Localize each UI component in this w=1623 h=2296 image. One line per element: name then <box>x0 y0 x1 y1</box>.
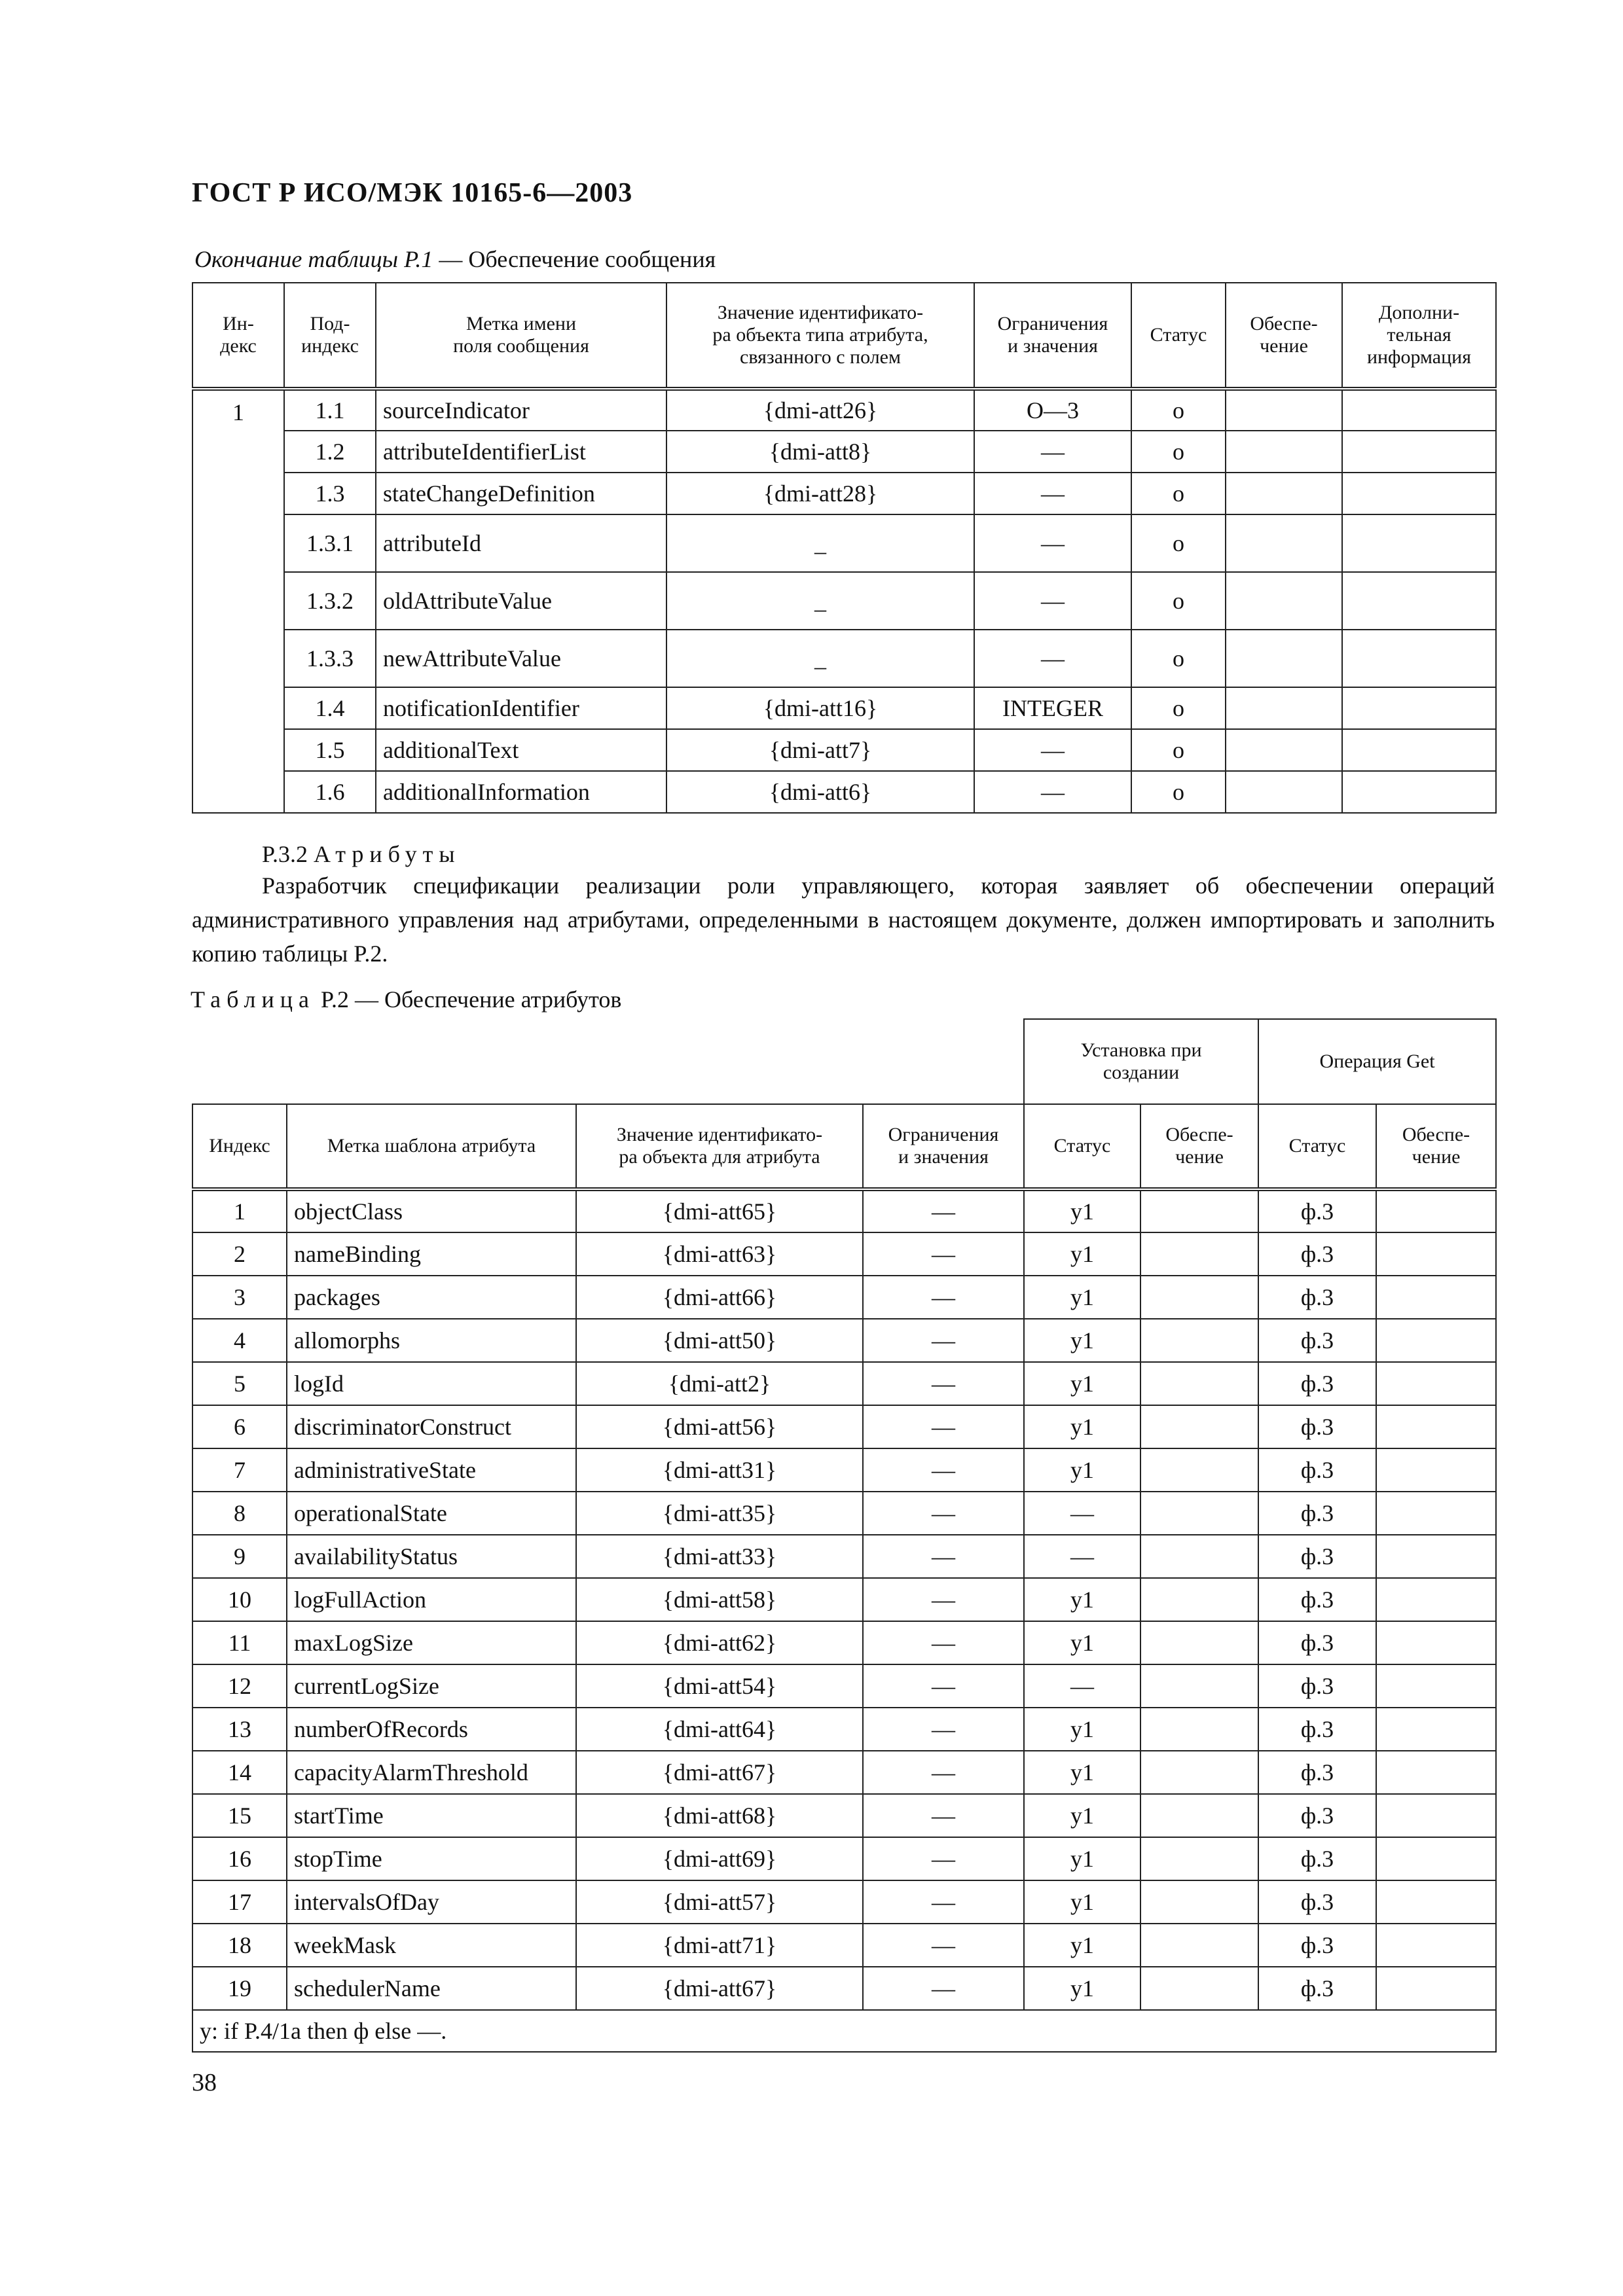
table-row <box>192 1578 1496 1621</box>
section-number: P.3.2 <box>262 841 314 867</box>
table2-header-cell: Метка шаблона атрибута <box>287 1104 576 1189</box>
table2-create-status-cell: y1 <box>1024 1232 1140 1276</box>
section-paragraph-text: Разработчик спецификации реализации роли управляющего, которая заявляет об обеспечении операций административного управления над атрибутами, определенными в настоящем документе, должен импортировать и заполнить копию таблицы P.2. <box>192 872 1495 967</box>
table1-value-cell: {dmi-att7} <box>666 729 974 771</box>
table2-create-support-cell <box>1140 1794 1258 1837</box>
table2-get-support-cell <box>1376 1837 1496 1880</box>
table2-value-cell: {dmi-att2} <box>576 1362 863 1405</box>
table2-get-support-cell <box>1376 1535 1496 1578</box>
table1-caption <box>194 245 716 273</box>
table1-support-cell <box>1226 687 1342 729</box>
table2-create-status-cell: y1 <box>1024 1967 1140 2010</box>
table2-value-cell: {dmi-att64} <box>576 1708 863 1751</box>
table1-name-cell: attributeId <box>376 514 666 572</box>
table2-get-status-cell: ф.3 <box>1258 1362 1376 1405</box>
table1-constraint-cell: — <box>974 630 1131 687</box>
table2-caption-label: Таблица <box>191 986 315 1013</box>
table1-info-cell <box>1342 473 1496 514</box>
table2-constraint-cell: — <box>863 1880 1024 1924</box>
table1-header-cell: Под- индекс <box>284 283 376 389</box>
table1-value-cell: {dmi-att6} <box>666 771 974 813</box>
table1-status-cell: o <box>1131 687 1226 729</box>
table2-create-support-cell <box>1140 1276 1258 1319</box>
table1-info-cell <box>1342 514 1496 572</box>
table2-value-cell: {dmi-att33} <box>576 1535 863 1578</box>
table2-get-support-cell <box>1376 1794 1496 1837</box>
table2-name-cell: objectClass <box>287 1189 576 1232</box>
table2-index-cell: 2 <box>192 1232 287 1276</box>
table2-create-status-cell: y1 <box>1024 1319 1140 1362</box>
table2-group-header-row <box>192 1019 1496 1104</box>
table1-constraint-cell: — <box>974 771 1131 813</box>
table2-index-cell: 18 <box>192 1924 287 1967</box>
table2-create-support-cell <box>1140 1837 1258 1880</box>
table2-get-support-cell <box>1376 1405 1496 1448</box>
table2-create-status-cell: y1 <box>1024 1794 1140 1837</box>
table1-value-cell: {dmi-att28} <box>666 473 974 514</box>
table2-constraint-cell: — <box>863 1232 1024 1276</box>
table2-name-cell: allomorphs <box>287 1319 576 1362</box>
table-row <box>192 1276 1496 1319</box>
table2-caption-rest: P.2 — Обеспечение атрибутов <box>314 986 622 1013</box>
table1-info-cell <box>1342 687 1496 729</box>
table2-create-support-cell <box>1140 1189 1258 1232</box>
table2-get-support-cell <box>1376 1189 1496 1232</box>
table2-get-support-cell <box>1376 1362 1496 1405</box>
table2-constraint-cell: — <box>863 1492 1024 1535</box>
table2-create-support-cell <box>1140 1751 1258 1794</box>
table2-create-status-cell: y1 <box>1024 1751 1140 1794</box>
table2-header-row <box>192 1104 1496 1189</box>
table1-status-cell: o <box>1131 729 1226 771</box>
table2-create-support-cell <box>1140 1405 1258 1448</box>
table1-info-cell <box>1342 771 1496 813</box>
table2-get-status-cell: ф.3 <box>1258 1319 1376 1362</box>
table2-get-status-cell: ф.3 <box>1258 1405 1376 1448</box>
table2-constraint-cell: — <box>863 1708 1024 1751</box>
table2-create-status-cell: — <box>1024 1535 1140 1578</box>
table1-header-cell: Обеспе- чение <box>1226 283 1342 389</box>
table2-name-cell: availabilityStatus <box>287 1535 576 1578</box>
table2-constraint-cell: — <box>863 1276 1024 1319</box>
table2-value-cell: {dmi-att35} <box>576 1492 863 1535</box>
table-row <box>192 1967 1496 2010</box>
table1-support-cell <box>1226 514 1342 572</box>
table2-body <box>192 1189 1496 2010</box>
table-row <box>192 1189 1496 1232</box>
table1-status-cell: o <box>1131 431 1226 473</box>
table2-name-cell: maxLogSize <box>287 1621 576 1664</box>
table2-constraint-cell: — <box>863 1837 1024 1880</box>
table2-create-status-cell: y1 <box>1024 1189 1140 1232</box>
table2-create-status-cell: y1 <box>1024 1837 1140 1880</box>
table2-group-spacer <box>192 1019 1024 1104</box>
table2-index-cell: 9 <box>192 1535 287 1578</box>
table1-name-cell: sourceIndicator <box>376 389 666 431</box>
table1-header-cell: Ин- декс <box>192 283 284 389</box>
table2-index-cell: 5 <box>192 1362 287 1405</box>
table1-name-cell: additionalText <box>376 729 666 771</box>
table2-get-status-cell: ф.3 <box>1258 1276 1376 1319</box>
table-row <box>192 1492 1496 1535</box>
table2-get-support-cell <box>1376 1319 1496 1362</box>
table2-create-support-cell <box>1140 1535 1258 1578</box>
table2-get-support-cell <box>1376 1232 1496 1276</box>
table2-group-header-create: Установка при создании <box>1024 1019 1258 1104</box>
table2-get-support-cell <box>1376 1880 1496 1924</box>
table1-info-cell <box>1342 630 1496 687</box>
table-row <box>192 1319 1496 1362</box>
table2-index-cell: 19 <box>192 1967 287 2010</box>
table1-subindex-cell: 1.4 <box>284 687 376 729</box>
table2-create-support-cell <box>1140 1492 1258 1535</box>
table2-get-status-cell: ф.3 <box>1258 1448 1376 1492</box>
table2-get-status-cell: ф.3 <box>1258 1621 1376 1664</box>
table2-index-cell: 4 <box>192 1319 287 1362</box>
table2-create-support-cell <box>1140 1578 1258 1621</box>
table2-value-cell: {dmi-att50} <box>576 1319 863 1362</box>
table2-value-cell: {dmi-att65} <box>576 1189 863 1232</box>
table1-body <box>192 389 1496 813</box>
table1-info-cell <box>1342 389 1496 431</box>
table2-header-cell: Ограничения и значения <box>863 1104 1024 1189</box>
table2-name-cell: packages <box>287 1276 576 1319</box>
table-row <box>192 1880 1496 1924</box>
table1-support-cell <box>1226 630 1342 687</box>
table2-create-status-cell: y1 <box>1024 1405 1140 1448</box>
table2-name-cell: currentLogSize <box>287 1664 576 1708</box>
table2-get-support-cell <box>1376 1448 1496 1492</box>
table2-caption <box>191 986 621 1013</box>
table2-create-status-cell: y1 <box>1024 1708 1140 1751</box>
table1-value-cell: {dmi-att16} <box>666 687 974 729</box>
table2-constraint-cell: — <box>863 1189 1024 1232</box>
table2-get-status-cell: ф.3 <box>1258 1535 1376 1578</box>
table2-constraint-cell: — <box>863 1319 1024 1362</box>
table1-subindex-cell: 1.3.2 <box>284 572 376 630</box>
table1-status-cell: o <box>1131 473 1226 514</box>
table1-info-cell <box>1342 729 1496 771</box>
table2-constraint-cell: — <box>863 1924 1024 1967</box>
table1-name-cell: notificationIdentifier <box>376 687 666 729</box>
table2-header-cell: Статус <box>1024 1104 1140 1189</box>
table2-create-support-cell <box>1140 1880 1258 1924</box>
table2-name-cell: schedulerName <box>287 1967 576 2010</box>
table2-name-cell: nameBinding <box>287 1232 576 1276</box>
table2-get-status-cell: ф.3 <box>1258 1578 1376 1621</box>
table2-name-cell: capacityAlarmThreshold <box>287 1751 576 1794</box>
table2-name-cell: startTime <box>287 1794 576 1837</box>
table1-index-cell: 1 <box>192 389 284 813</box>
table2-create-status-cell: — <box>1024 1492 1140 1535</box>
table2-value-cell: {dmi-att66} <box>576 1276 863 1319</box>
table2-get-support-cell <box>1376 1924 1496 1967</box>
table2-get-status-cell: ф.3 <box>1258 1967 1376 2010</box>
table2-get-status-cell: ф.3 <box>1258 1751 1376 1794</box>
table1-subindex-cell: 1.3.3 <box>284 630 376 687</box>
table-row <box>192 1924 1496 1967</box>
table2-footnote: y: if P.4/1a then ф else —. <box>192 2010 1496 2052</box>
table-row <box>192 729 1496 771</box>
table-row <box>192 1405 1496 1448</box>
table1-name-cell: oldAttributeValue <box>376 572 666 630</box>
table1-name-cell: attributeIdentifierList <box>376 431 666 473</box>
table2-index-cell: 15 <box>192 1794 287 1837</box>
table2-value-cell: {dmi-att54} <box>576 1664 863 1708</box>
table2-index-cell: 6 <box>192 1405 287 1448</box>
table-row <box>192 1535 1496 1578</box>
table2-header-cell: Значение идентификато- ра объекта для атрибута <box>576 1104 863 1189</box>
page-number: 38 <box>192 2069 217 2096</box>
table1-subindex-cell: 1.3 <box>284 473 376 514</box>
table1-status-cell: o <box>1131 630 1226 687</box>
table2-get-status-cell: ф.3 <box>1258 1492 1376 1535</box>
table2-create-support-cell <box>1140 1708 1258 1751</box>
table2-index-cell: 1 <box>192 1189 287 1232</box>
table-row <box>192 1621 1496 1664</box>
table1-support-cell <box>1226 771 1342 813</box>
table-row <box>192 572 1496 630</box>
table2-get-support-cell <box>1376 1492 1496 1535</box>
table2-constraint-cell: — <box>863 1664 1024 1708</box>
table1-value-cell: _ <box>666 514 974 572</box>
table2-constraint-cell: — <box>863 1362 1024 1405</box>
table1-constraint-cell: — <box>974 514 1131 572</box>
table1-header-cell: Дополни- тельная информация <box>1342 283 1496 389</box>
table1-subindex-cell: 1.1 <box>284 389 376 431</box>
table2-get-status-cell: ф.3 <box>1258 1837 1376 1880</box>
table2-constraint-cell: — <box>863 1535 1024 1578</box>
table1-status-cell: o <box>1131 389 1226 431</box>
table-row <box>192 630 1496 687</box>
table2-index-cell: 11 <box>192 1621 287 1664</box>
table2-create-support-cell <box>1140 1232 1258 1276</box>
table-row <box>192 473 1496 514</box>
table2-create-support-cell <box>1140 1448 1258 1492</box>
table1-constraint-cell: — <box>974 431 1131 473</box>
table2-index-cell: 17 <box>192 1880 287 1924</box>
table1-caption-italic: Окончание таблицы P.1 <box>194 246 433 272</box>
table2-value-cell: {dmi-att63} <box>576 1232 863 1276</box>
table2-get-support-cell <box>1376 1578 1496 1621</box>
table-row <box>192 1448 1496 1492</box>
table1-name-cell: additionalInformation <box>376 771 666 813</box>
table1-value-cell: _ <box>666 572 974 630</box>
table2-create-status-cell: y1 <box>1024 1276 1140 1319</box>
table2-name-cell: numberOfRecords <box>287 1708 576 1751</box>
table2-name-cell: logId <box>287 1362 576 1405</box>
table2-header-cell: Обеспе- чение <box>1140 1104 1258 1189</box>
table-row <box>192 1837 1496 1880</box>
table2-create-support-cell <box>1140 1362 1258 1405</box>
table-row <box>192 1664 1496 1708</box>
table-row <box>192 1794 1496 1837</box>
table1-value-cell: _ <box>666 630 974 687</box>
table1-header-row <box>192 283 1496 389</box>
document-standard-number: ГОСТ Р ИСО/МЭК 10165-6—2003 <box>192 178 633 208</box>
table2-create-status-cell: y1 <box>1024 1362 1140 1405</box>
table2-constraint-cell: — <box>863 1621 1024 1664</box>
section-title: Атрибуты <box>314 841 461 867</box>
table2-header-cell: Статус <box>1258 1104 1376 1189</box>
table2-create-support-cell <box>1140 1621 1258 1664</box>
table2-value-cell: {dmi-att69} <box>576 1837 863 1880</box>
table2-get-status-cell: ф.3 <box>1258 1708 1376 1751</box>
table1-status-cell: o <box>1131 771 1226 813</box>
table2-name-cell: administrativeState <box>287 1448 576 1492</box>
table-row <box>192 771 1496 813</box>
table2-index-cell: 13 <box>192 1708 287 1751</box>
table2-constraint-cell: — <box>863 1967 1024 2010</box>
table2-get-status-cell: ф.3 <box>1258 1189 1376 1232</box>
table2-create-support-cell <box>1140 1319 1258 1362</box>
table1-constraint-cell: INTEGER <box>974 687 1131 729</box>
table2-footnote-row <box>192 2010 1496 2052</box>
table2-value-cell: {dmi-att62} <box>576 1621 863 1664</box>
table1-info-cell <box>1342 572 1496 630</box>
table2-get-support-cell <box>1376 1276 1496 1319</box>
table2-constraint-cell: — <box>863 1751 1024 1794</box>
table2-header-cell: Индекс <box>192 1104 287 1189</box>
table1-status-cell: o <box>1131 572 1226 630</box>
table1-support-cell <box>1226 729 1342 771</box>
table1-subindex-cell: 1.3.1 <box>284 514 376 572</box>
table2-index-cell: 10 <box>192 1578 287 1621</box>
table2-get-status-cell: ф.3 <box>1258 1794 1376 1837</box>
table-row <box>192 389 1496 431</box>
table2-name-cell: logFullAction <box>287 1578 576 1621</box>
table2-create-status-cell: y1 <box>1024 1578 1140 1621</box>
table2-value-cell: {dmi-att57} <box>576 1880 863 1924</box>
table1-constraint-cell: — <box>974 473 1131 514</box>
table2-name-cell: operationalState <box>287 1492 576 1535</box>
table1-subindex-cell: 1.5 <box>284 729 376 771</box>
table2-index-cell: 16 <box>192 1837 287 1880</box>
table2-group-header-get: Операция Get <box>1258 1019 1496 1104</box>
table-row <box>192 687 1496 729</box>
table2-constraint-cell: — <box>863 1578 1024 1621</box>
table1-constraint-cell: — <box>974 572 1131 630</box>
table-row <box>192 1362 1496 1405</box>
table2-create-status-cell: y1 <box>1024 1924 1140 1967</box>
table2-name-cell: stopTime <box>287 1837 576 1880</box>
table1-constraint-cell: — <box>974 729 1131 771</box>
table1-header-cell: Статус <box>1131 283 1226 389</box>
table1-caption-rest: — Обеспечение сообщения <box>433 246 716 272</box>
table2-value-cell: {dmi-att67} <box>576 1751 863 1794</box>
table2-get-support-cell <box>1376 1708 1496 1751</box>
table2-index-cell: 7 <box>192 1448 287 1492</box>
table2-value-cell: {dmi-att31} <box>576 1448 863 1492</box>
table-row <box>192 1232 1496 1276</box>
table-row <box>192 1751 1496 1794</box>
table1-subindex-cell: 1.6 <box>284 771 376 813</box>
table2-constraint-cell: — <box>863 1448 1024 1492</box>
table1-name-cell: newAttributeValue <box>376 630 666 687</box>
table1-info-cell <box>1342 431 1496 473</box>
table2-get-status-cell: ф.3 <box>1258 1924 1376 1967</box>
table2-constraint-cell: — <box>863 1794 1024 1837</box>
table2-create-status-cell: y1 <box>1024 1880 1140 1924</box>
table2-create-status-cell: y1 <box>1024 1448 1140 1492</box>
table2-create-status-cell: — <box>1024 1664 1140 1708</box>
table2-index-cell: 3 <box>192 1276 287 1319</box>
table2-name-cell: discriminatorConstruct <box>287 1405 576 1448</box>
table-row <box>192 514 1496 572</box>
table1-name-cell: stateChangeDefinition <box>376 473 666 514</box>
table-row <box>192 1708 1496 1751</box>
table2-name-cell: weekMask <box>287 1924 576 1967</box>
section-heading <box>262 840 461 868</box>
table1-support-cell <box>1226 473 1342 514</box>
table1-status-cell: o <box>1131 514 1226 572</box>
table2-create-status-cell: y1 <box>1024 1621 1140 1664</box>
table2-index-cell: 8 <box>192 1492 287 1535</box>
table2-name-cell: intervalsOfDay <box>287 1880 576 1924</box>
table2-get-status-cell: ф.3 <box>1258 1664 1376 1708</box>
table1-header-cell: Ограничения и значения <box>974 283 1131 389</box>
table2-value-cell: {dmi-att56} <box>576 1405 863 1448</box>
table1-support-cell <box>1226 431 1342 473</box>
table1-support-cell <box>1226 572 1342 630</box>
table2-get-status-cell: ф.3 <box>1258 1232 1376 1276</box>
table2-get-support-cell <box>1376 1751 1496 1794</box>
table2-value-cell: {dmi-att68} <box>576 1794 863 1837</box>
table2-value-cell: {dmi-att58} <box>576 1578 863 1621</box>
table2-value-cell: {dmi-att71} <box>576 1924 863 1967</box>
table2-index-cell: 14 <box>192 1751 287 1794</box>
table2-create-support-cell <box>1140 1967 1258 2010</box>
table2-header-cell: Обеспе- чение <box>1376 1104 1496 1189</box>
table1-header-cell: Метка имени поля сообщения <box>376 283 666 389</box>
table1 <box>192 282 1497 814</box>
table2-create-support-cell <box>1140 1664 1258 1708</box>
table2 <box>192 1018 1497 2053</box>
table2-index-cell: 12 <box>192 1664 287 1708</box>
table2-get-status-cell: ф.3 <box>1258 1880 1376 1924</box>
table2-create-support-cell <box>1140 1924 1258 1967</box>
table2-value-cell: {dmi-att67} <box>576 1967 863 2010</box>
table2-get-support-cell <box>1376 1664 1496 1708</box>
table1-value-cell: {dmi-att8} <box>666 431 974 473</box>
table2-get-support-cell <box>1376 1621 1496 1664</box>
table1-value-cell: {dmi-att26} <box>666 389 974 431</box>
table1-support-cell <box>1226 389 1342 431</box>
table-row <box>192 431 1496 473</box>
table1-constraint-cell: O—3 <box>974 389 1131 431</box>
table1-subindex-cell: 1.2 <box>284 431 376 473</box>
section-paragraph <box>192 869 1495 971</box>
table2-constraint-cell: — <box>863 1405 1024 1448</box>
table2-get-support-cell <box>1376 1967 1496 2010</box>
table1-header-cell: Значение идентификато- ра объекта типа атрибута, связанного с полем <box>666 283 974 389</box>
